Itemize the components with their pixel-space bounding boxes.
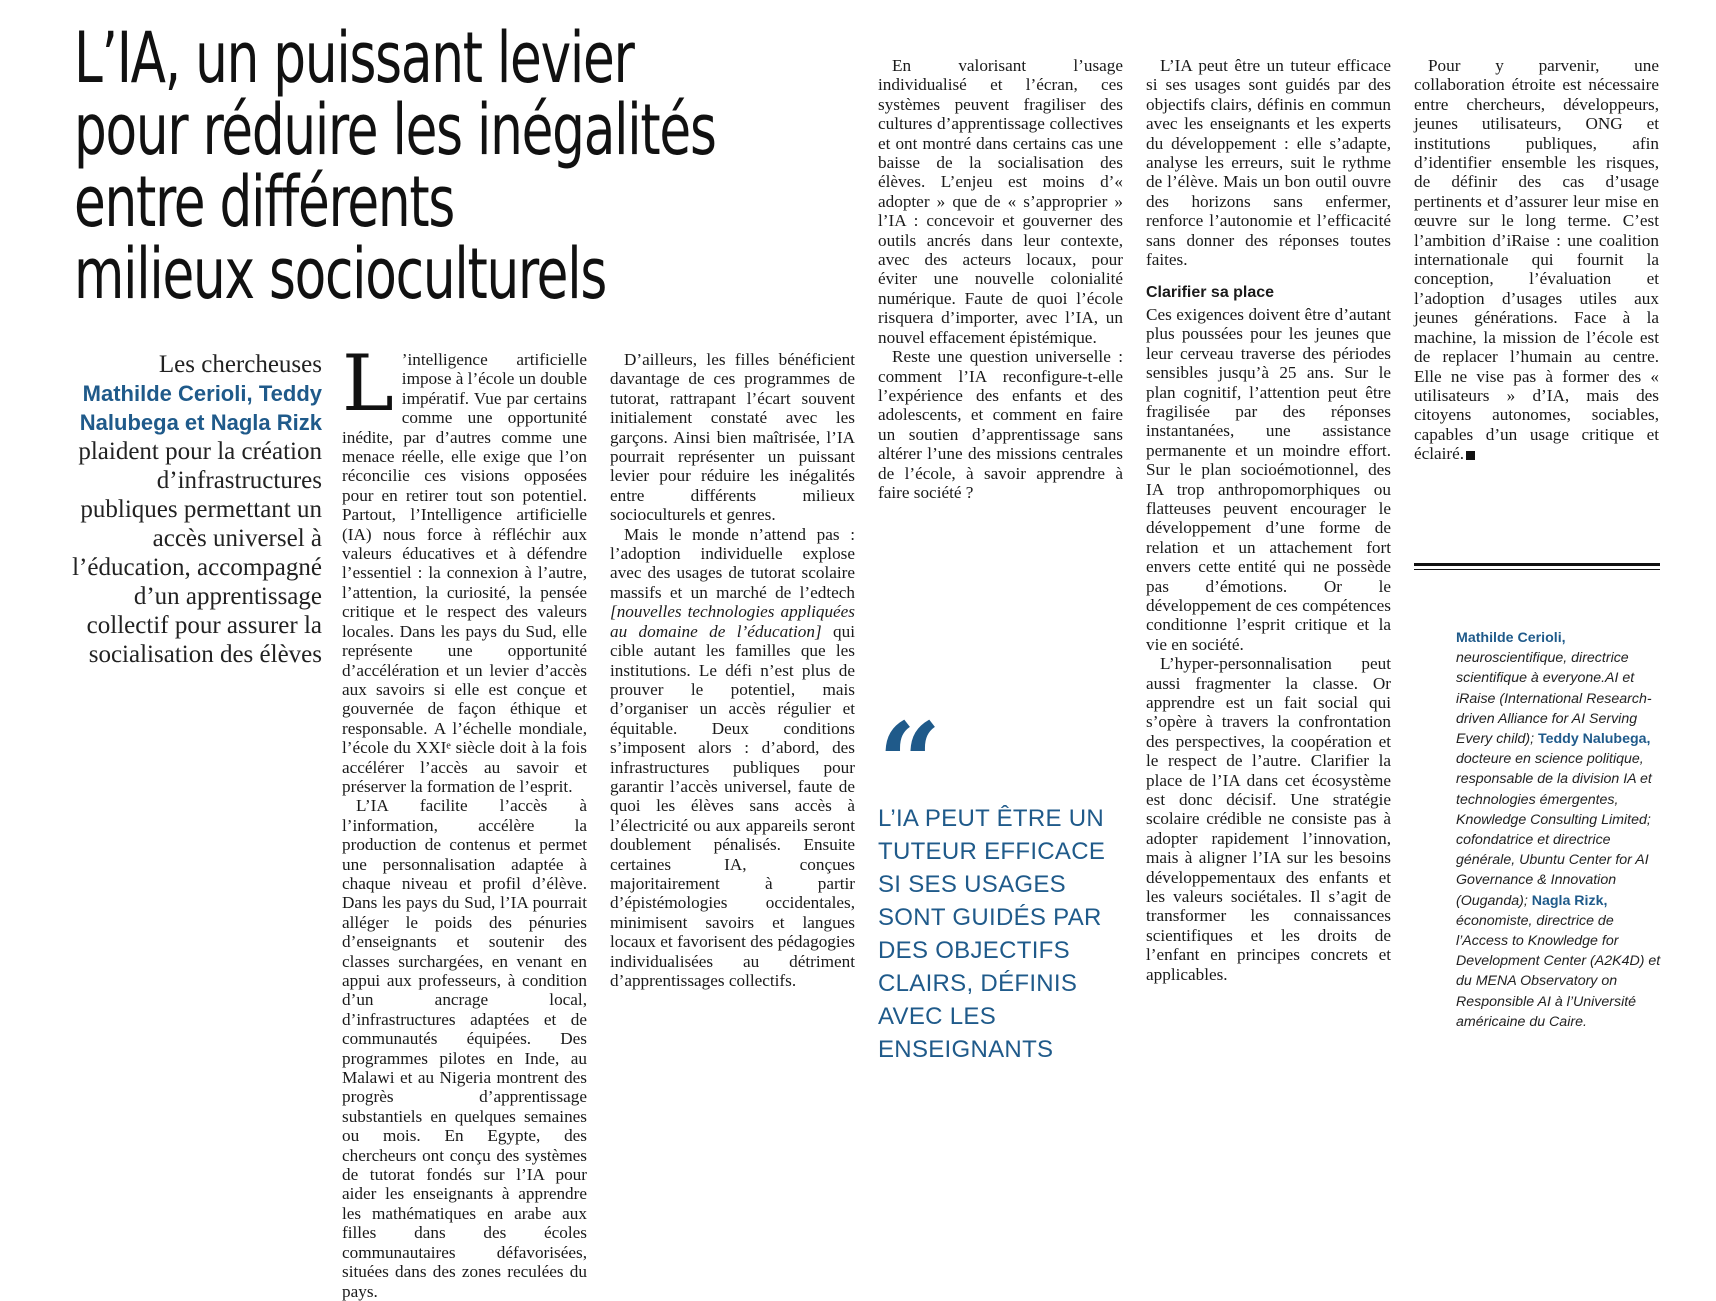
bio-description: économiste, directrice de l’Access to Knowledge for Development Center (A2K4D) et du MENA Observatory on Responsible AI à l’Université américaine du Caire. bbox=[1456, 912, 1661, 1030]
article-column-3 bbox=[878, 56, 1123, 502]
article-paragraph: L’hyper-personnalisation peut aussi fragmenter la classe. Or apprendre est un fait social qui s’opère à travers la confrontation des perspectives, la coopération et le respect de l’autre. Clarifier la place de l’IA dans cet écosystème est donc décisif. Une stratégie scolaire crédible ne consiste pas à adopter rapidement l’innovation, mais à aligner l’IA sur les besoins développementaux des enfants et les valeurs sociétales. Il s’agit de transformer les connaissances scientifiques et les droits de l’enfant en principes concrets et applicables. bbox=[1146, 654, 1391, 984]
divider bbox=[1414, 569, 1660, 570]
standfirst-text: plaident pour la création d’infrastructures publiques permettant un accès universel à l’éducation, accompagné d’un apprentissage collectif pour assurer la socialisation des élèves bbox=[72, 438, 322, 668]
pull-quote bbox=[878, 698, 1128, 1066]
article-paragraph: L’IA peut être un tuteur efficace si ses usages sont guidés par des objectifs clairs, définis en commun avec les enseignants et les experts du développement : elle s’adapte, analyse les erreurs, suit le rythme de l’élève. Mais un bon outil ouvre des horizons sans enfermer, renforce l’autonomie et l’efficacité sans donner des réponses toutes faites. bbox=[1146, 56, 1391, 270]
article-paragraph: Reste une question universelle : comment l’IA reconfigure-t-elle l’expérience des enfants et des adolescents, et comment en faire un soutien d’apprentissage sans altérer l’une des missions centrales de l’école, à savoir apprendre à faire société ? bbox=[878, 347, 1123, 502]
article-paragraph bbox=[342, 339, 587, 796]
divider bbox=[1414, 563, 1660, 566]
author-bios bbox=[1456, 628, 1664, 1032]
standfirst-author: Teddy Nalubega et bbox=[79, 381, 322, 435]
section-subhead: Clarifier sa place bbox=[1146, 284, 1275, 302]
standfirst bbox=[72, 350, 322, 669]
headline-line: pour réduire les inégalités bbox=[74, 89, 716, 171]
article-paragraph bbox=[610, 525, 855, 991]
bio-name: Mathilde Cerioli, bbox=[1456, 630, 1566, 646]
article-aside: [nouvelles technologies appliquées au domaine de l’éducation] bbox=[610, 602, 855, 641]
headline-line: entre différents bbox=[74, 161, 455, 243]
bio-description: docteure en science politique, responsable de la division IA et technologies émergentes, Knowledge Consulting Limited; cofondatrice et directrice générale, Ubuntu Center for AI Governance & Innovation (Ouganda); bbox=[1456, 751, 1652, 909]
end-mark-icon bbox=[1466, 451, 1475, 460]
article-column-2 bbox=[610, 350, 855, 990]
article-paragraph-text: ’intelligence artificielle impose à l’école un double impératif. Vue par certains comme une opportunité inédite, par d’autres comme une menace réelle, elle exige que l’on réconcilie ces visions opposées pour en retirer tout son potentiel. Partout, l’Intelligence artificielle (IA) nous force à réfléchir aux valeurs éducatives et à défendre l’essentiel : la connexion à l’autre, l’attention, la curiosité, la pensée critique et le respect des valeurs locales. Dans les pays du Sud, elle représente une opportunité d’accélération et un levier d’accès aux savoirs si elle est conçue et gouvernée de façon éthique et responsable. A l’échelle mondiale, l’école du XXIᵉ siècle doit à la fois accélérer l’accès au savoir et préserver la formation de l’esprit. bbox=[342, 350, 587, 796]
standfirst-intro: Les chercheuses bbox=[158, 351, 322, 378]
article-column-5 bbox=[1414, 56, 1659, 464]
drop-cap: L bbox=[342, 339, 394, 429]
standfirst-author: Nagla Rizk bbox=[210, 410, 322, 435]
headline-line: L’IA, un puissant levier bbox=[74, 17, 634, 99]
bio-name: Nagla Rizk, bbox=[1531, 892, 1608, 909]
headline bbox=[74, 17, 730, 315]
bio-description: neuroscientifique, directrice scientifique à everyone.AI et iRaise (International Research-driven Alliance for AI Serving Every child); bbox=[1456, 650, 1652, 748]
pull-quote-text: L’IA PEUT ÊTRE UN TUTEUR EFFICACE SI SES USAGES SONT GUIDÉS PAR DES OBJECTIFS CLAIRS, DÉFINIS AVEC LES ENSEIGNANTS bbox=[878, 805, 1106, 1063]
article-column-4 bbox=[1146, 56, 1391, 984]
article-paragraph-text: Mais le monde n’attend pas : l’adoption individuelle explose avec des usages de tutorat scolaire massifs et un marché de l’edtech bbox=[610, 524, 855, 602]
bio-name: Teddy Nalubega, bbox=[1538, 731, 1651, 748]
article-paragraph-text: qui cible autant les familles que les institutions. Le défi n’est plus de prouver le potentiel, mais d’organiser un accès régulier et équitable. Deux conditions s’imposent alors : d’abord, des infrastructures publiques pour garantir l’accès universel, faute de quoi les élèves sans accès à l’électricité ou aux appareils seront doublement pénalisés. Ensuite certaines IA, conçues majoritairement à partir d’épistémologies occidentales, minimisent savoirs et langues locaux et favorisent des pédagogies individualisées au détriment d’apprentissages collectifs. bbox=[610, 621, 855, 990]
article-column-1 bbox=[342, 339, 587, 1301]
standfirst-author: Mathilde Cerioli, bbox=[82, 381, 253, 406]
headline-line: milieux socioculturels bbox=[74, 233, 607, 315]
article-paragraph: Ces exigences doivent être d’autant plus poussées pour les jeunes que leur cerveau traverse des périodes sensibles jusqu’à 25 ans. Sur le plan cognitif, l’attention peut être fragilisée par des réponses instantanées, une assistance permanente et un moindre effort. Sur le plan socioémotionnel, des IA trop anthropomorphiques ou flatteuses peuvent encourager le développement d’une forme de relation et un attachement fort envers cette entité qui ne possède pas d’émotions. Or le développement de ces compétences conditionne l’esprit critique et la vie en société. bbox=[1146, 304, 1391, 654]
article-paragraph-text: Pour y parvenir, une collaboration étroite est nécessaire entre chercheurs, développeurs, jeunes utilisateurs, ONG et institutions publiques, afin d’identifier ensemble les risques, de définir des cas d’usage pertinents et d’assurer leur mise en œuvre sur le long terme. C’est l’ambition d’iRaise : une coalition internationale qui fournit la conception, l’évaluation et l’adoption d’usages utiles aux jeunes générations. Face à la machine, la mission de l’école est de replacer l’humain au centre. Elle ne vise pas à former des « utilisateurs » d’IA, mais des citoyens autonomes, sociables, capables d’un usage critique et éclairé. bbox=[1414, 56, 1659, 464]
article-paragraph: En valorisant l’usage individualisé et l’écran, ces systèmes peuvent fragiliser des cultures d’apprentissage collectives et ont montré dans certains cas une baisse de la socialisation des élèves. L’enjeu est moins d’« adopter » que de « s’approprier » l’IA : concevoir et gouverner des outils ancrés dans leur contexte, avec des acteurs locaux, pour éviter une nouvelle colonialité numérique. Faute de quoi l’école risquera d’importer, avec l’IA, un nouvel effacement épistémique. bbox=[878, 56, 1123, 347]
article-paragraph: D’ailleurs, les filles bénéficient davantage de ces programmes de tutorat, rattrapant l’écart souvent initialement constaté avec les garçons. Ainsi bien maîtrisée, l’IA pourrait représenter un puissant levier pour réduire les inégalités entre différents milieux socioculturels et genres. bbox=[610, 350, 855, 525]
article-paragraph: L’IA facilite l’accès à l’information, accélère la production de contenus et permet une personnalisation adaptée à chaque niveau et profil d’élève. Dans les pays du Sud, l’IA pourrait alléger le poids des pénuries d’enseignants et soutenir des classes surchargées, en venant en appui aux professeurs, à condition d’un ancrage local, d’infrastructures adaptées et de communautés équipées. Des programmes pilotes en Inde, au Malawi et au Nigeria montrent des progrès d’apprentissage substantiels en quelques semaines ou mois. En Egypte, des chercheurs ont conçu des systèmes de tutorat fondés sur l’IA pour aider les enseignants à apprendre les mathématiques en arabe aux filles dans des écoles communautaires défavorisées, situées dans des zones reculées du pays. bbox=[342, 796, 587, 1301]
quote-mark-icon: “ bbox=[878, 698, 942, 827]
article-paragraph bbox=[1414, 56, 1659, 464]
